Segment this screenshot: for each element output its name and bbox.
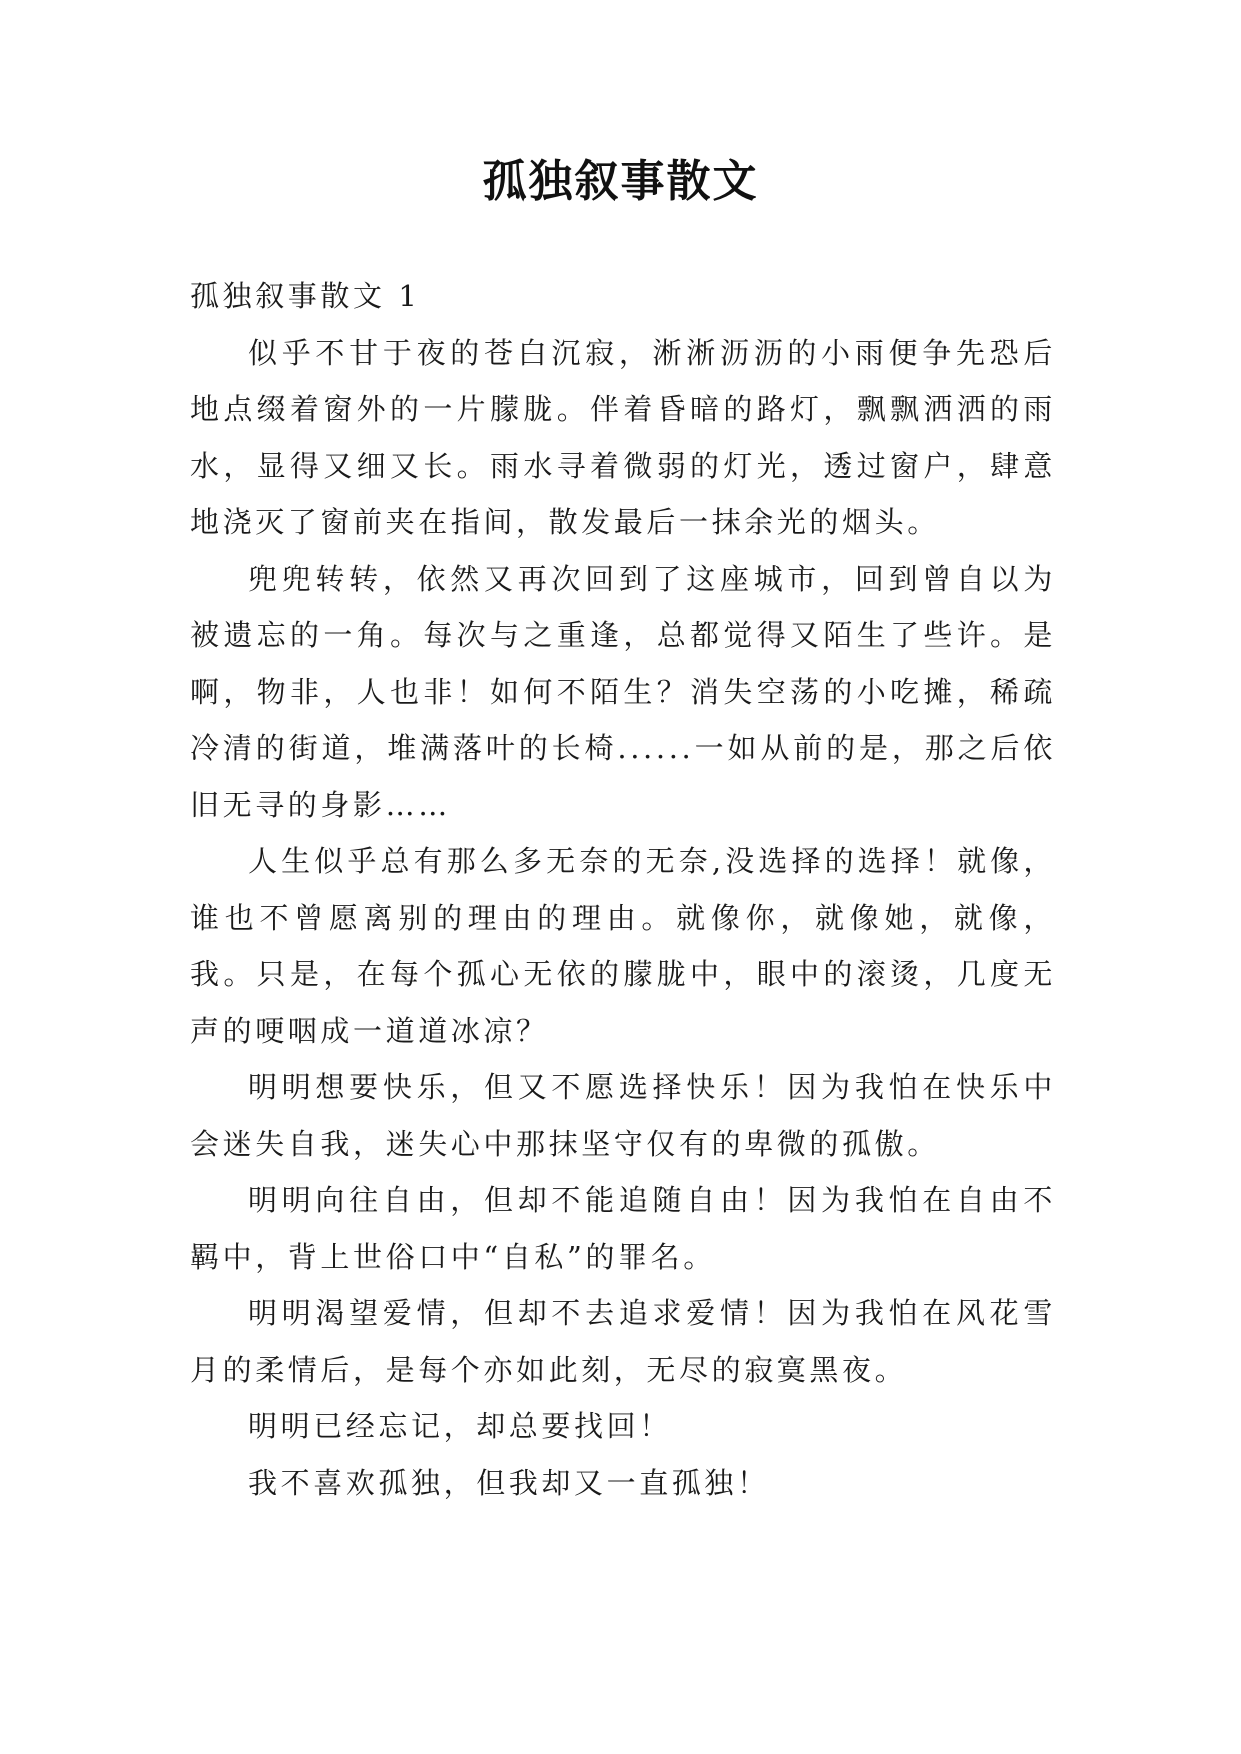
document-body [190,268,1056,1511]
paragraph: 似乎不甘于夜的苍白沉寂，淅淅沥沥的小雨便争先恐后地点缀着窗外的一片朦胧。伴着昏暗的路灯，飘飘洒洒的雨水，显得又细又长。雨水寻着微弱的灯光，透过窗户，肆意地浇灭了窗前夹在指间，散发最后一抹余光的烟头。 [190,335,1056,539]
paragraph: 明明向往自由，但却不能追随自由！因为我怕在自由不羁中，背上世俗口中“自私”的罪名。 [190,1183,1056,1274]
paragraph: 明明已经忘记，却总要找回！ [248,1409,672,1443]
paragraph: 明明想要快乐，但又不愿选择快乐！因为我怕在快乐中会迷失自我，迷失心中那抹坚守仅有的卑微的孤傲。 [190,1070,1056,1161]
document-title: 孤独叙事散文 [482,156,759,207]
paragraph: 明明渴望爱情，但却不去追求爱情！因为我怕在风花雪月的柔情后，是每个亦如此刻，无尽的寂寞黑夜。 [190,1296,1056,1387]
paragraph: 人生似乎总有那么多无奈的无奈,没选择的选择！就像，谁也不曾愿离别的理由的理由。就像你，就像她，就像，我。只是，在每个孤心无依的朦胧中，眼中的滚烫，几度无声的哽咽成一道道冰凉？ [190,844,1056,1048]
section-heading: 孤独叙事散文 1 [190,279,421,313]
paragraph: 兜兜转转，依然又再次回到了这座城市，回到曾自以为被遗忘的一角。每次与之重逢，总都觉得又陌生了些许。是啊，物非，人也非！如何不陌生？消失空荡的小吃摊，稀疏冷清的街道，堆满落叶的长椅......一如从前的是，那之后依旧无寻的身影…… [190,561,1056,822]
paragraph: 我不喜欢孤独，但我却又一直孤独！ [248,1465,770,1500]
